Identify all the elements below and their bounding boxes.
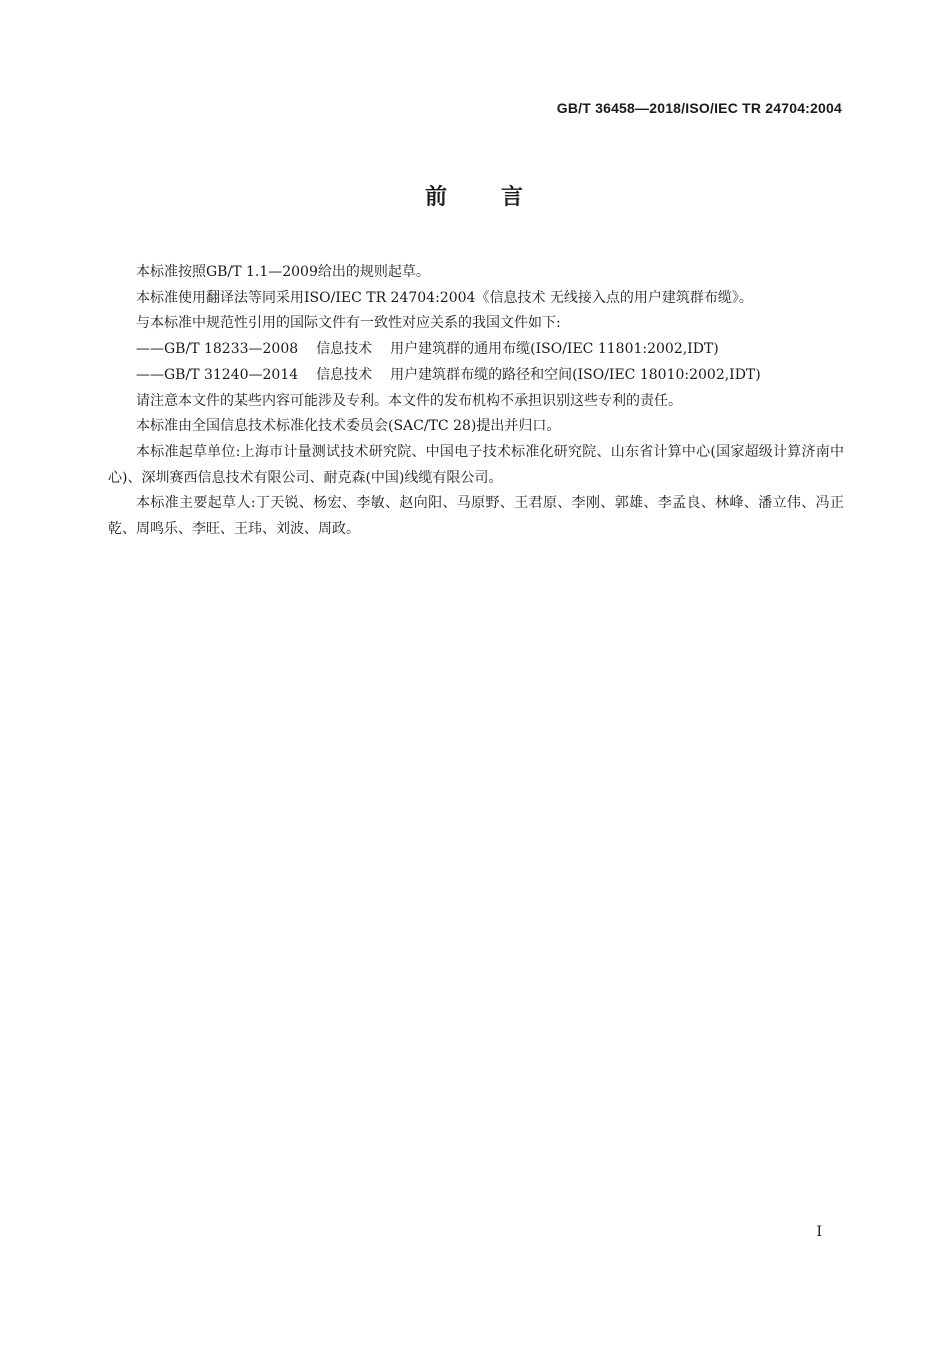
foreword-body: [108, 260, 844, 543]
reference-title-part1: 信息技术: [316, 341, 373, 358]
document-code-header: GB/T 36458—2018/ISO/IEC TR 24704:2004: [556, 100, 842, 116]
page-title: [0, 180, 950, 211]
reference-item: [108, 363, 844, 389]
title-char-2: 言: [501, 185, 526, 210]
paragraph-proposer: 本标准由全国信息技术标准化技术委员会(SAC/TC 28)提出并归口。: [136, 418, 561, 435]
reference-title-part2: 用户建筑群的通用布缆(ISO/IEC 11801:2002,IDT): [390, 341, 719, 358]
paragraph-drafters: 本标准主要起草人:丁天锐、杨宏、李敏、赵向阳、马原野、王君原、李刚、郭雄、李孟良、林峰、潘立伟、冯正乾、周鸣乐、李旺、王玮、刘波、周政。: [108, 495, 844, 538]
page-number: I: [816, 1224, 822, 1240]
paragraph-adoption: 本标准使用翻译法等同采用ISO/IEC TR 24704:2004《信息技术 无线接入点的用户建筑群布缆》。: [136, 289, 753, 306]
reference-code: ——GB/T 31240—2014: [136, 366, 299, 383]
reference-code: ——GB/T 18233—2008: [136, 341, 299, 358]
reference-title-part1: 信息技术: [316, 366, 373, 383]
paragraph-patent-notice: 请注意本文件的某些内容可能涉及专利。本文件的发布机构不承担识别这些专利的责任。: [136, 392, 682, 409]
paragraph-references-intro: 与本标准中规范性引用的国际文件有一致性对应关系的我国文件如下:: [136, 315, 561, 332]
paragraph-drafting-units: 本标准起草单位:上海市计量测试技术研究院、中国电子技术标准化研究院、山东省计算中心(国家超级计算济南中心)、深圳赛西信息技术有限公司、耐克森(中国)线缆有限公司。: [108, 443, 844, 486]
paragraph-drafting-rules: 本标准按照GB/T 1.1—2009给出的规则起草。: [136, 264, 430, 280]
reference-item: [108, 337, 844, 363]
title-char-1: 前: [424, 185, 449, 210]
reference-title-part2: 用户建筑群布缆的路径和空间(ISO/IEC 18010:2002,IDT): [390, 366, 761, 383]
